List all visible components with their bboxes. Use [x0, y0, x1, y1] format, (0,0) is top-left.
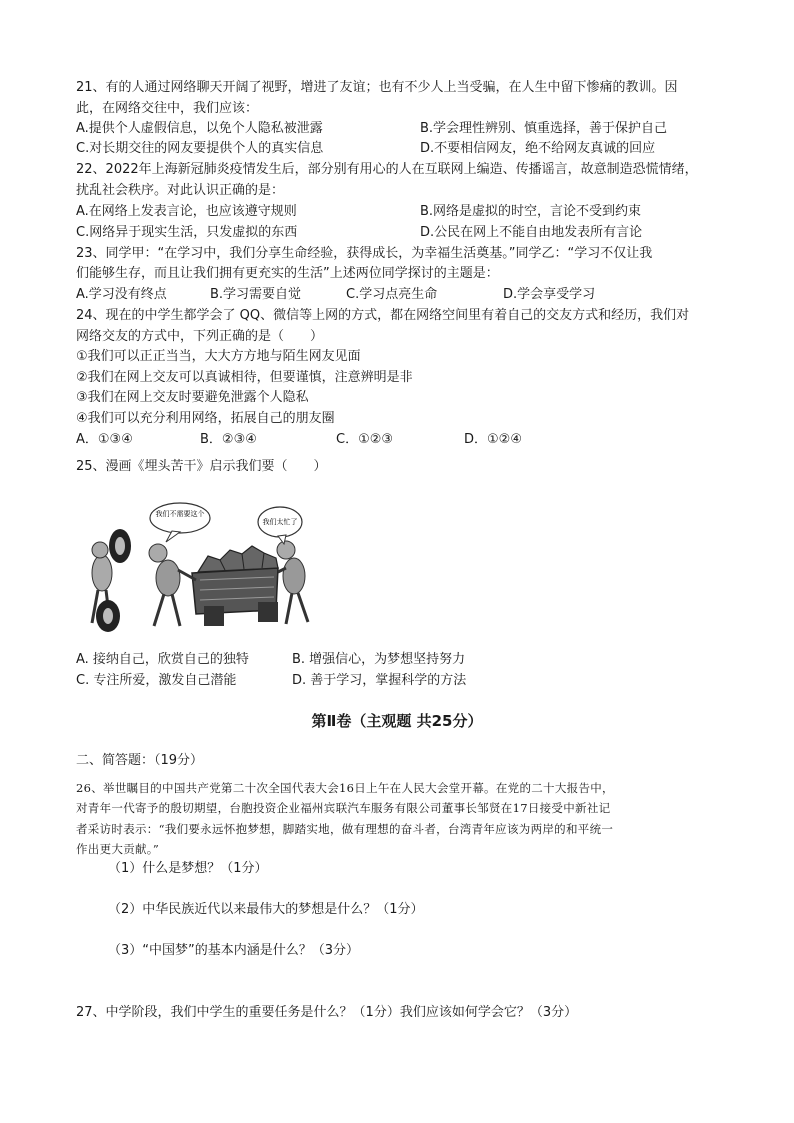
- q24-option-c: C．①②③: [336, 432, 394, 447]
- q21-option-c: C.对长期交往的网友要提供个人的真实信息: [76, 141, 324, 156]
- q24-stem-line2: 网络交友的方式中，下列正确的是（ ）: [76, 329, 324, 344]
- q24-option-b: B．②③④: [200, 432, 257, 447]
- q24-option-a: A．①③④: [76, 432, 133, 447]
- q26-part2: （2）中华民族近代以来最伟大的梦想是什么？（1分）: [108, 902, 424, 917]
- bubble-1-text: 我们不需要这个: [155, 510, 205, 518]
- q26-line2: 对青年一代寄予的殷切期望，台胞投资企业福州宾联汽车服务有限公司董事长邹贤在17日接受中新社记: [76, 801, 611, 815]
- q21-option-d: D.不要相信网友，绝不给网友真诚的回应: [420, 141, 656, 156]
- q22-stem-line2: 扰乱社会秩序。对此认识正确的是：: [76, 183, 285, 198]
- q22-stem-line1: 22、2022年上海新冠肺炎疫情发生后，部分别有用心的人在互联网上编造、传播谣言，故意制造恐慌情绪，: [76, 162, 698, 177]
- q21-stem-line1: 21、有的人通过网络聊天开阔了视野，增进了友谊；也有不少人上当受骗，在人生中留下惨痛的教训。因: [76, 80, 678, 95]
- q26-line4: 作出更大贡献。”: [76, 842, 160, 856]
- cartoon-illustration: [80, 498, 330, 638]
- q21-stem-line2: 此，在网络交往中，我们应该：: [76, 101, 259, 116]
- q23-option-a: A.学习没有终点: [76, 287, 167, 302]
- bubble-2-text: 我们太忙了: [262, 518, 298, 526]
- q24-statement-4: ④我们可以充分利用网络，拓展自己的朋友圈: [76, 411, 335, 426]
- q27-stem: 27、中学阶段，我们中学生的重要任务是什么？（1分）我们应该如何学会它？（3分）: [76, 1005, 578, 1020]
- q24-option-d: D．①②④: [464, 432, 522, 447]
- q26-line3: 者采访时表示：“我们要永远怀抱梦想，脚踏实地，做有理想的奋斗者，台湾青年应该为两岸的和平统一: [76, 822, 614, 836]
- section-2-title: 第Ⅱ卷（主观题 共25分）: [311, 712, 483, 730]
- q24-statement-3: ③我们在网上交友时要避免泄露个人隐私: [76, 390, 309, 405]
- q23-stem-line1: 23、同学甲：“在学习中，我们分享生命经验，获得成长，为幸福生活奠基。”同学乙：“学习不仅让我: [76, 246, 653, 261]
- q22-option-a: A.在网络上发表言论，也应该遵守规则: [76, 204, 297, 219]
- q24-stem-line1: 24、现在的中学生都学会了 QQ、微信等上网的方式，都在网络空间里有着自己的交友方式和经历，我们对: [76, 308, 690, 323]
- q21-option-a: A.提供个人虚假信息，以免个人隐私被泄露: [76, 121, 323, 136]
- q23-option-d: D.学会享受学习: [503, 287, 596, 302]
- q25-option-b: B. 增强信心，为梦想坚持努力: [292, 652, 466, 667]
- q25-option-d: D. 善于学习，掌握科学的方法: [292, 673, 467, 688]
- q21-option-b: B.学会理性辨别、慎重选择，善于保护自己: [420, 121, 668, 136]
- q26-part1: （1）什么是梦想？（1分）: [108, 861, 268, 876]
- q22-option-c: C.网络异于现实生活，只发虚拟的东西: [76, 225, 298, 240]
- q26-part3: （3）“中国梦”的基本内涵是什么？（3分）: [108, 943, 360, 958]
- q23-option-c: C.学习点亮生命: [346, 287, 438, 302]
- q26-line1: 26、举世瞩目的中国共产党第二十次全国代表大会16日上午在人民大会堂开幕。在党的二十大报告中，: [76, 781, 614, 795]
- q22-option-b: B.网络是虚拟的时空，言论不受到约束: [420, 204, 642, 219]
- q23-option-b: B.学习需要自觉: [210, 287, 302, 302]
- section-2-part: 二、简答题：（19分）: [76, 753, 204, 768]
- q25-option-c: C. 专注所爱，激发自己潜能: [76, 673, 237, 688]
- q25-option-a: A. 接纳自己，欣赏自己的独特: [76, 652, 249, 667]
- q24-statement-1: ①我们可以正正当当，大大方方地与陌生网友见面: [76, 349, 361, 364]
- q24-statement-2: ②我们在网上交友可以真诚相待，但要谨慎，注意辨明是非: [76, 370, 413, 385]
- q22-option-d: D.公民在网上不能自由地发表所有言论: [420, 225, 643, 240]
- q23-stem-line2: 们能够生存，而且让我们拥有更充实的生活”上述两位同学探讨的主题是：: [76, 266, 499, 281]
- q25-stem: 25、漫画《埋头苦干》启示我们要（ ）: [76, 459, 327, 474]
